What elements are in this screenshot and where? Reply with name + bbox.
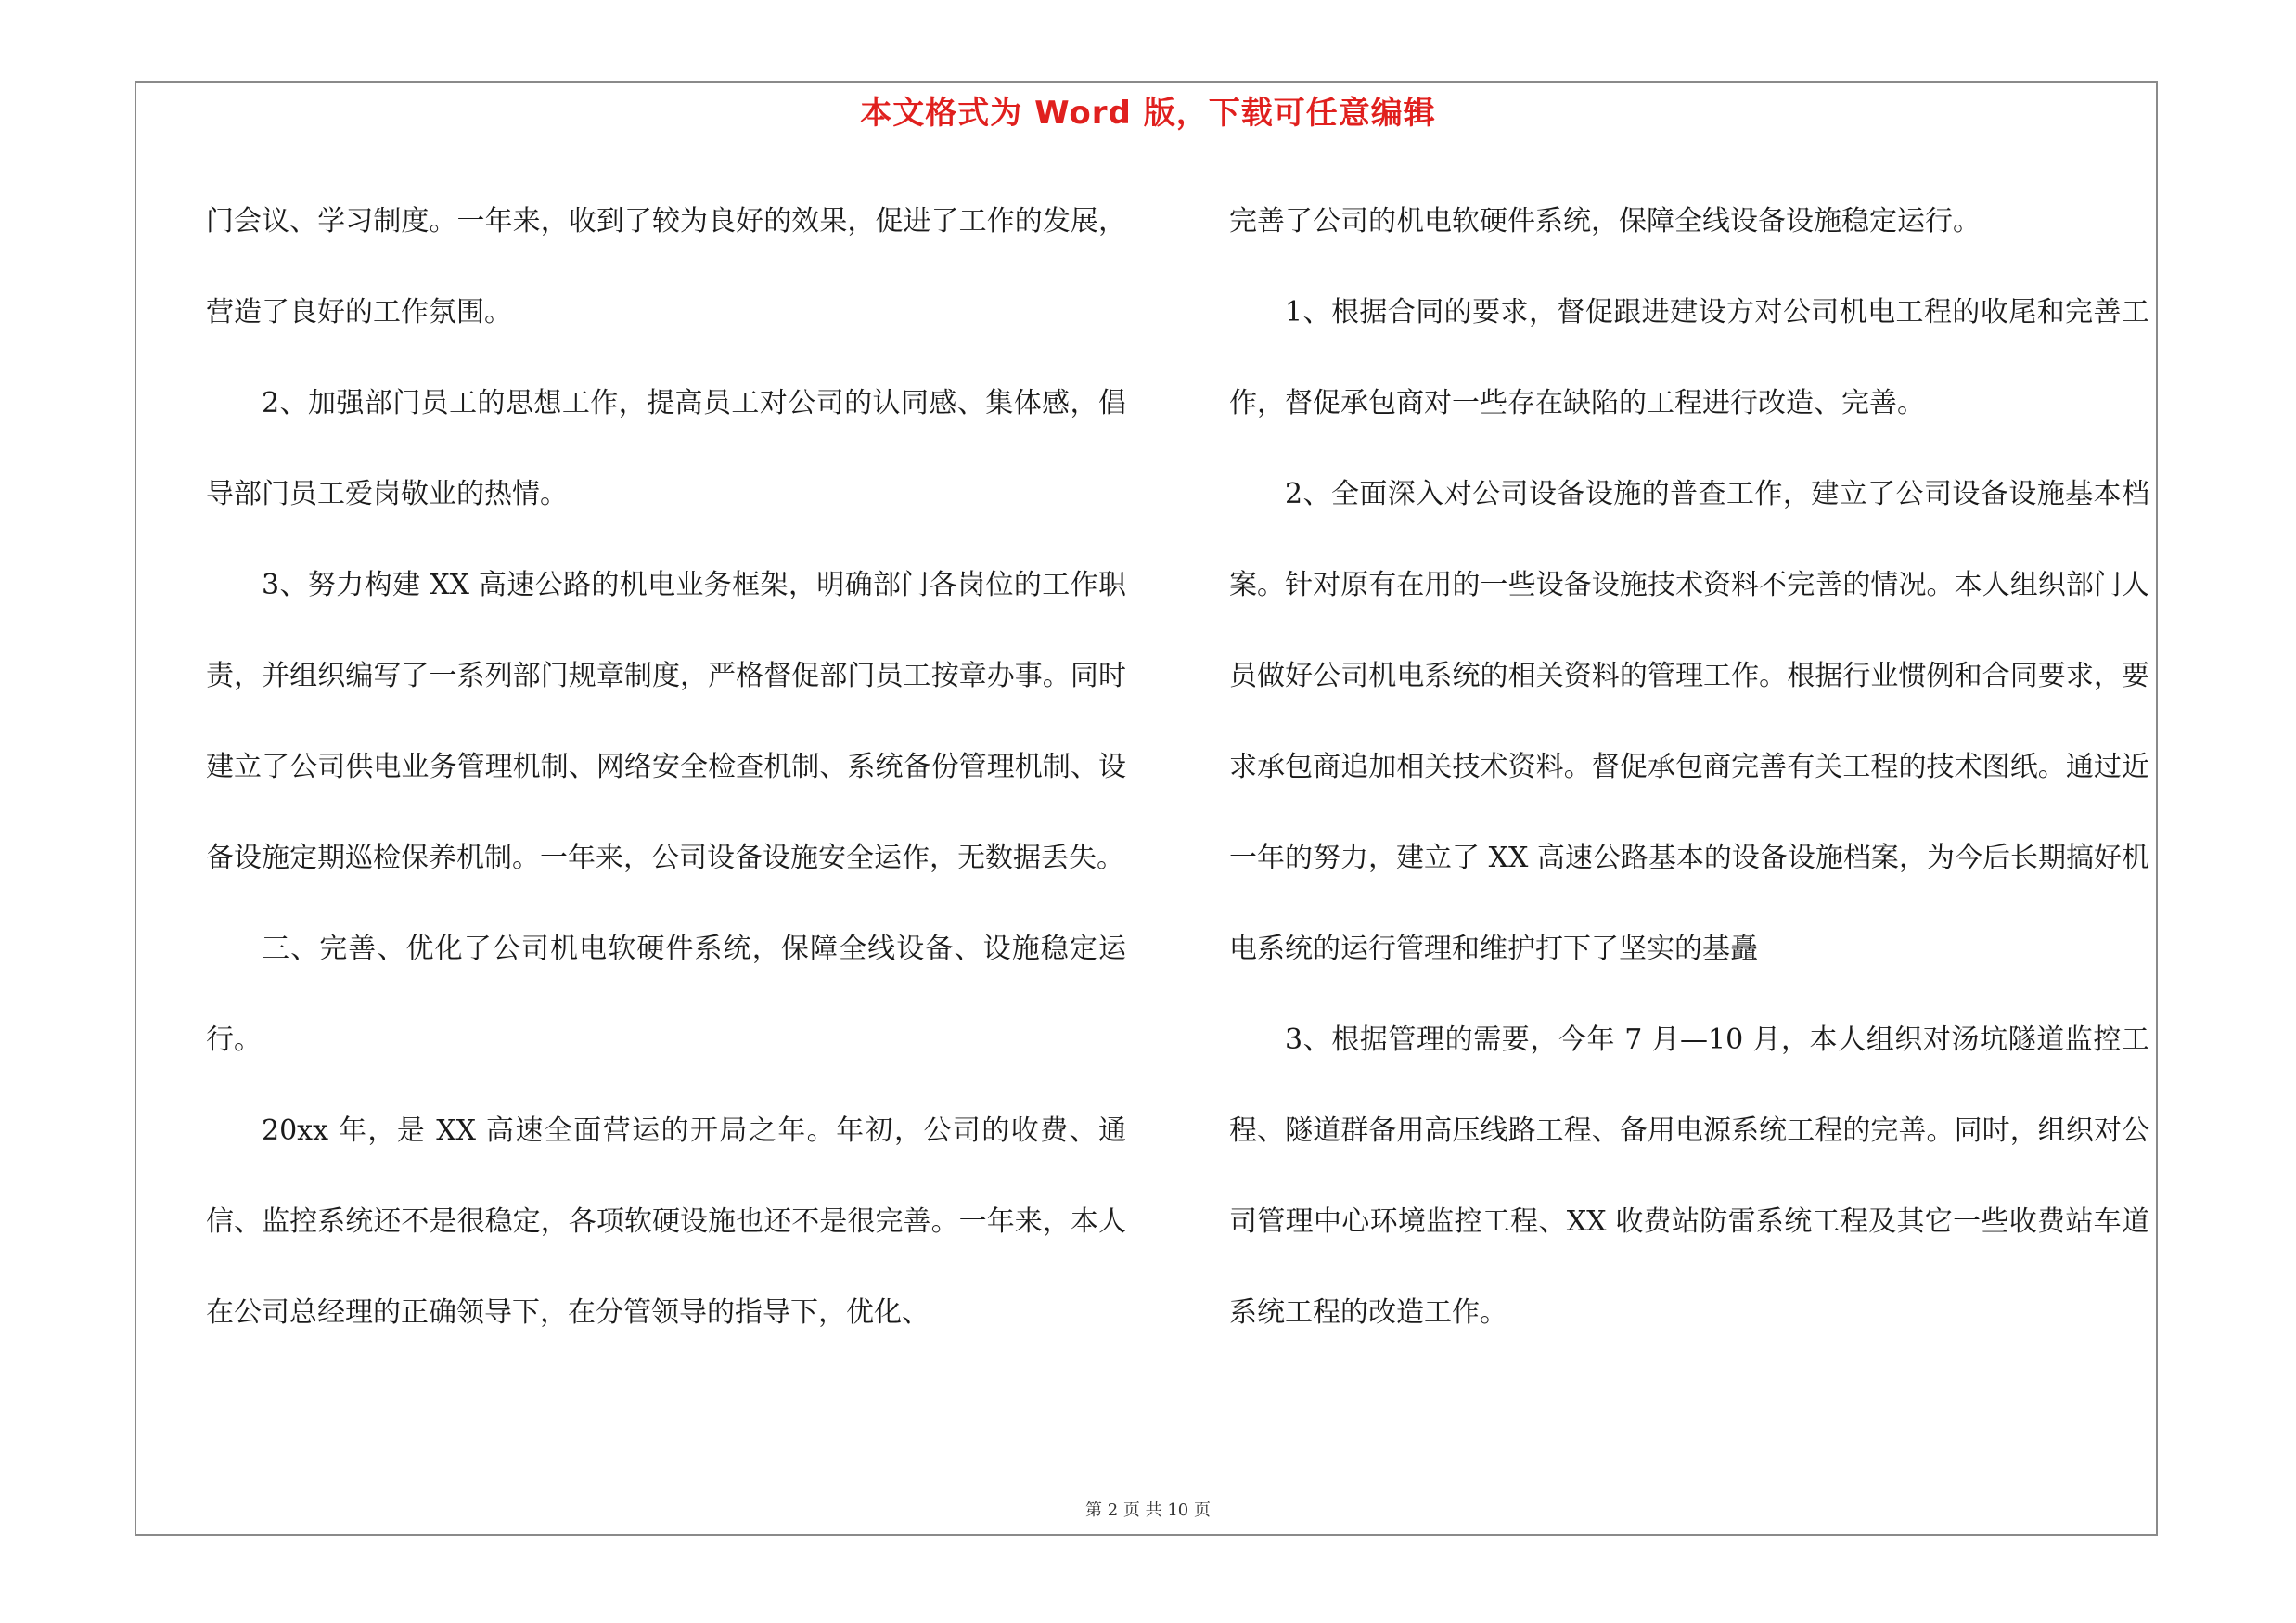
paragraph: 3、努力构建 XX 高速公路的机电业务框架，明确部门各岗位的工作职责，并组织编写了一系列部门规章制度，严格督促部门员工按章办事。同时建立了公司供电业务管理机制、网络安全检查机制、系统备份管理机制、设备设施定期巡检保养机制。一年来，公司设备设施安全运作，无数据丢失。 [206,569,1126,874]
paragraph: 门会议、学习制度。一年来，收到了较为良好的效果，促进了工作的发展，营造了良好的工作氛围。 [206,205,1126,328]
paragraph: 完善了公司的机电软硬件系统，保障全线设备设施稳定运行。 [1229,205,1981,238]
right-column [1229,176,2149,1359]
format-banner: 本文格式为 Word 版，下载可任意编辑 [860,95,1436,132]
paragraph: 2、全面深入对公司设备设施的普查工作，建立了公司设备设施基本档案。针对原有在用的一些设备设施技术资料不完善的情况。本人组织部门人员做好公司机电系统的相关资料的管理工作。根据行业惯例和合同要求，要求承包商追加相关技术资料。督促承包商完善有关工程的技术图纸。通过近一年的努力，建立了 XX 高速公路基本的设备设施档案，为今后长期搞好机电系统的运行管理和维护打下了坚实的基矗 [1229,478,2149,965]
paragraph: 1、根据合同的要求，督促跟进建设方对公司机电工程的收尾和完善工作，督促承包商对一些存在缺陷的工程进行改造、完善。 [1229,296,2149,419]
paragraph: 20xx 年，是 XX 高速全面营运的开局之年。年初，公司的收费、通信、监控系统还不是很稳定，各项软硬设施也还不是很完善。一年来，本人在公司总经理的正确领导下，在分管领导的指导下，优化、 [206,1114,1126,1329]
paragraph: 3、根据管理的需要，今年 7 月—10 月，本人组织对汤坑隧道监控工程、隧道群备用高压线路工程、备用电源系统工程的完善。同时，组织对公司管理中心环境监控工程、XX 收费站防雷系统工程及其它一些收费站车道系统工程的改造工作。 [1229,1024,2150,1329]
section-heading: 三、完善、优化了公司机电软硬件系统，保障全线设备、设施稳定运行。 [206,933,1126,1056]
page-number-footer: 第 2 页 共 10 页 [1085,1501,1211,1520]
left-column [206,176,1126,1359]
paragraph: 2、加强部门员工的思想工作，提高员工对公司的认同感、集体感，倡导部门员工爱岗敬业的热情。 [206,387,1126,510]
